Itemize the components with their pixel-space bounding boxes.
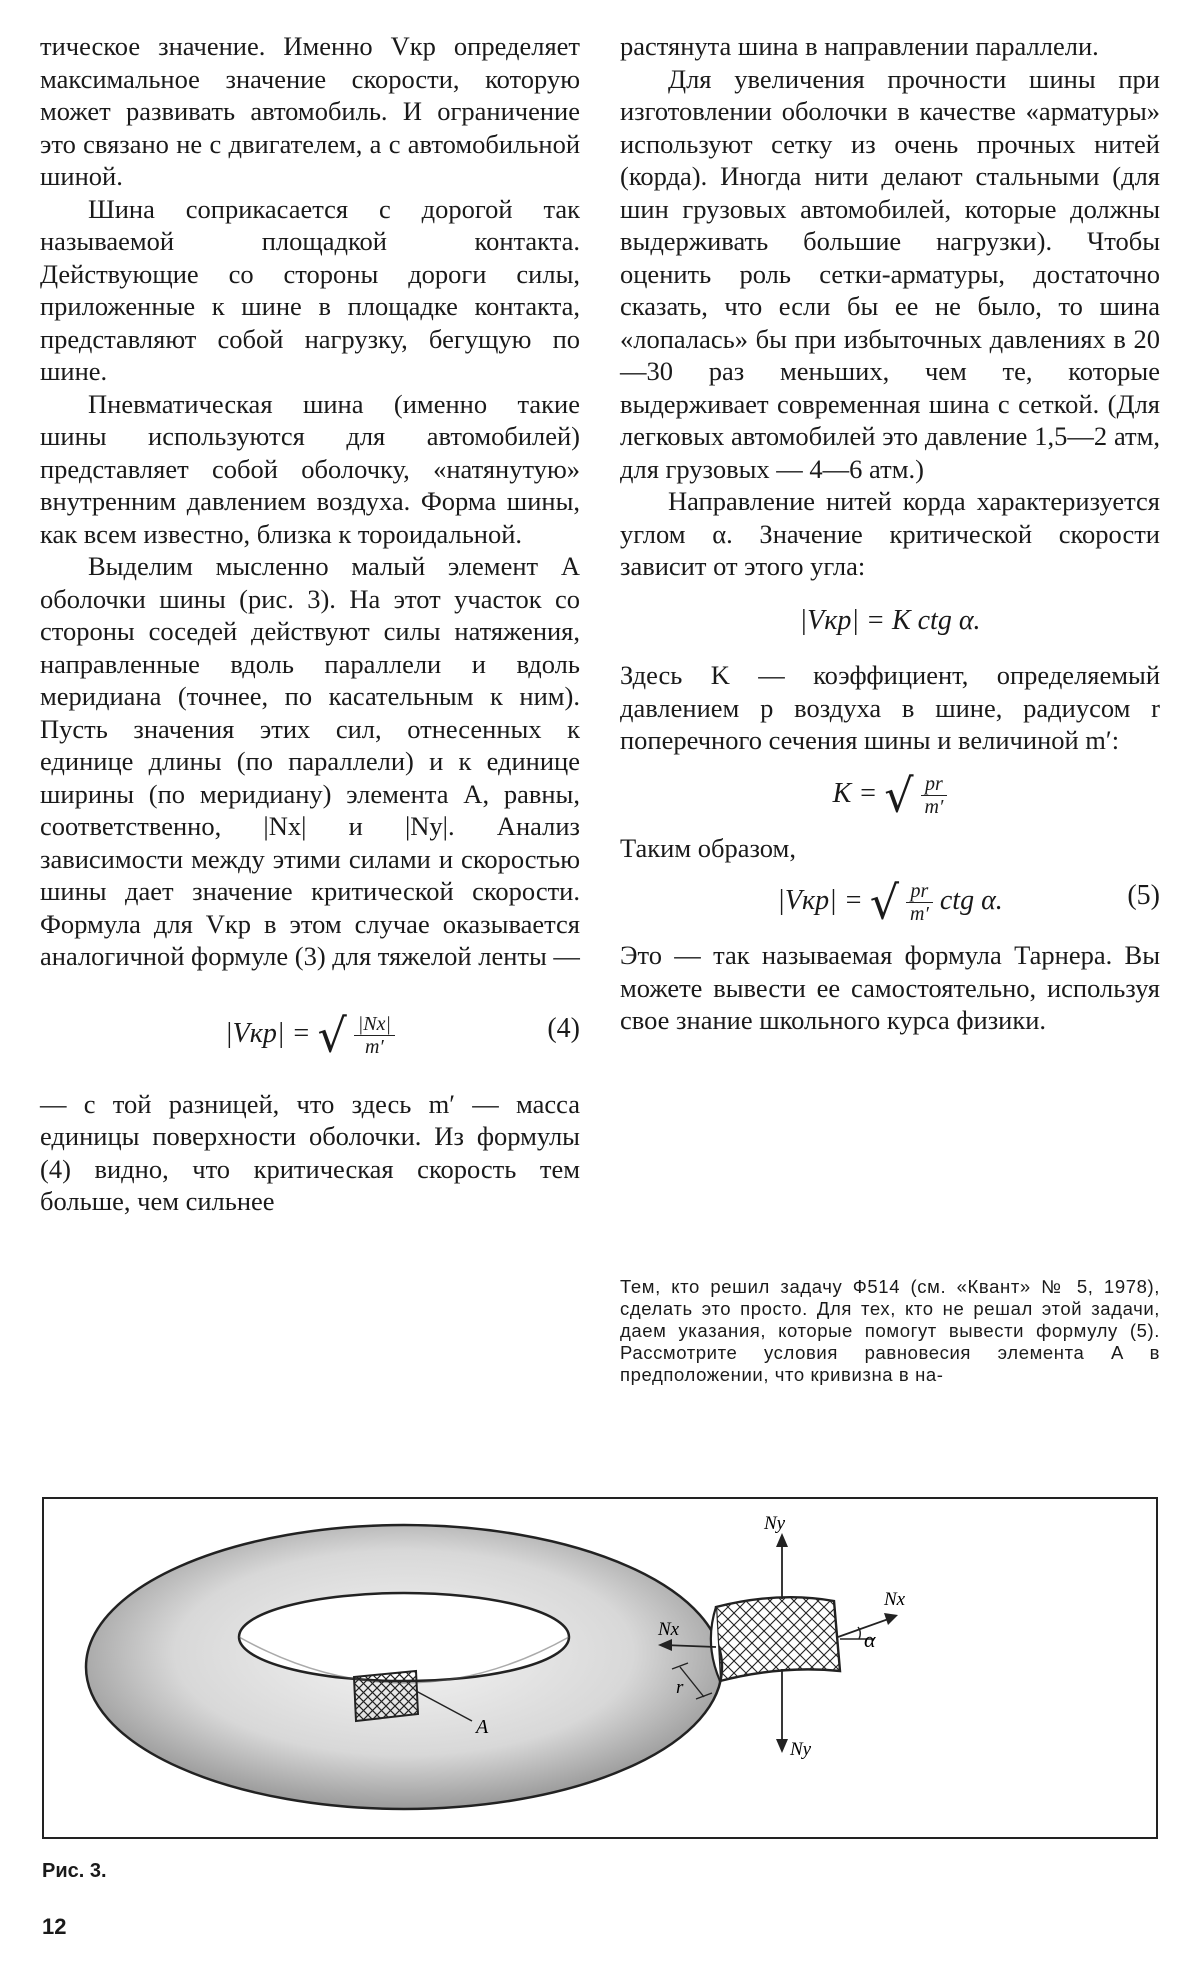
label-r: r: [676, 1677, 684, 1698]
paragraph: Здесь K — коэффициент, определяемый давлением p воздуха в шине, радиусом r поперечного сечения шины и величиной m′:: [620, 660, 1160, 755]
label-alpha: α: [864, 1627, 876, 1652]
figure-3: [42, 1497, 1158, 1839]
formula-ctg: |Vкр| = K ctg α.: [799, 604, 981, 636]
paragraph: Это — так называемая формула Тарнера. Вы можете вывести ее самостоятельно, используя свое знание школьного курса физики.: [620, 940, 1160, 1035]
formula-5: [620, 875, 1160, 930]
sqrt-sign: √: [869, 875, 900, 930]
ny-bottom-arrowhead: [776, 1739, 788, 1753]
label-nx-right: Nx: [884, 1589, 906, 1610]
formula-5-lhs: |Vкр| =: [777, 884, 863, 916]
paragraph: — с той разницей, что здесь m′ — масса единицы поверхности оболочки. Из формулы (4) видно, что критическая скорость тем больше, чем сильнее: [40, 1088, 580, 1216]
formula-k-lhs: K =: [832, 777, 878, 809]
formula-4-fraction: [354, 1013, 395, 1058]
nx-right-arrowhead: [884, 1613, 898, 1625]
sqrt-sign: √: [884, 767, 914, 822]
torus-hole: [239, 1593, 569, 1681]
label-a: A: [476, 1716, 489, 1738]
paragraph: тическое значение. Именно Vкр определяет максимальное значение скорости, которую может развивать автомобиль. И ограничение это связано не с двигателем, а с автомобильной шиной.: [40, 31, 580, 191]
formula-k-fraction: [921, 773, 948, 818]
formula-k-numerator: pr: [921, 773, 948, 796]
sqrt-sign: √: [317, 1007, 347, 1062]
ny-top-arrowhead: [776, 1533, 788, 1547]
shell-element: [716, 1597, 840, 1681]
paragraph: Выделим мысленно малый элемент A оболочки шины (рис. 3). На этот участок со стороны соседей действуют силы натяжения, направленные вдоль параллели и вдоль меридиана (точнее, по касательным к ним). Пусть значения этих сил, отнесенных к единице длины (по параллели) и к единице ширины (по меридиану) элемента A, равны, соответственно, |Nx| и |Ny|. Анализ зависимости между этими силами и скоростью шины дает значение критической скорости. Формула для Vкр в этом случае оказывается аналогичной формуле (3) для тяжелой ленты —: [40, 551, 580, 971]
left-column: [40, 30, 580, 1218]
formula-4-lhs: |Vкр| =: [224, 1017, 311, 1049]
formula-4-label: (4): [547, 1012, 580, 1044]
page-number: 12: [42, 1914, 67, 1939]
paragraph: Для увеличения прочности шины при изготовлении оболочки в качестве «арматуры» используют сетку из очень прочных нитей (корда). Иногда нити делают стальными (для шин грузовых автомобилей, которые должны выдерживать большие нагрузки). Чтобы оценить роль сетки-арматуры, достаточно сказать, что если бы ее не было, то шина «лопалась» бы при избыточных давлениях в 20—30 раз меньших, чем те, которые выдерживает современная шина с сеткой. (Для легковых автомобилей это давление 1,5—2 атм, для грузовых — 4—6 атм.): [620, 63, 1160, 484]
figure-illustration: [44, 1499, 1156, 1837]
figure-caption: Рис. 3.: [42, 1860, 107, 1882]
label-ny-top: Ny: [764, 1513, 786, 1534]
paragraph: Пневматическая шина (именно такие шины используются для автомобилей) представляет собой оболочку, «натянутую» внутренним давлением воздуха. Форма шины, как всем известно, близка к тороидальной.: [40, 388, 580, 549]
footnote-text: Тем, кто решил задачу Ф514 (см. «Квант» № 5, 1978), сделать это просто. Для тех, кто не решал этой задачи, даем указания, которые помогут вывести формулу (5). Рассмотрите условия равновесия элемента A в предположении, что кривизна в на-: [620, 1276, 1160, 1385]
label-ny-bottom: Ny: [790, 1739, 812, 1760]
formula-5-denominator: m′: [910, 903, 929, 925]
formula-4: [40, 1007, 580, 1062]
formula-k-denominator: m′: [924, 795, 944, 818]
formula-5-numerator: pr: [906, 880, 933, 903]
formula-5-fraction: [906, 880, 933, 925]
footnote: [620, 1276, 1160, 1386]
formula-4-denominator: m′: [364, 1035, 384, 1058]
formula-5-label: (5): [1127, 880, 1160, 911]
formula-5-rhs: ctg α.: [939, 884, 1003, 916]
paragraph: Направление нитей корда характеризуется углом α. Значение критической скорости зависит от этого угла:: [620, 486, 1160, 581]
paragraph: растянута шина в направлении параллели.: [620, 31, 1099, 61]
paragraph: Таким образом,: [620, 832, 796, 863]
formula-k: [620, 767, 1160, 822]
right-column: [620, 30, 1160, 1037]
label-nx-left: Nx: [658, 1619, 680, 1640]
tire-element-a: [354, 1671, 418, 1721]
formula-4-numerator: |Nx|: [354, 1013, 395, 1036]
paragraph: Шина соприкасается с дорогой так называемой площадкой контакта. Действующие со стороны дороги силы, приложенные к шине в площадке контакта, представляют собой нагрузку, бегущую по шине.: [40, 193, 580, 386]
